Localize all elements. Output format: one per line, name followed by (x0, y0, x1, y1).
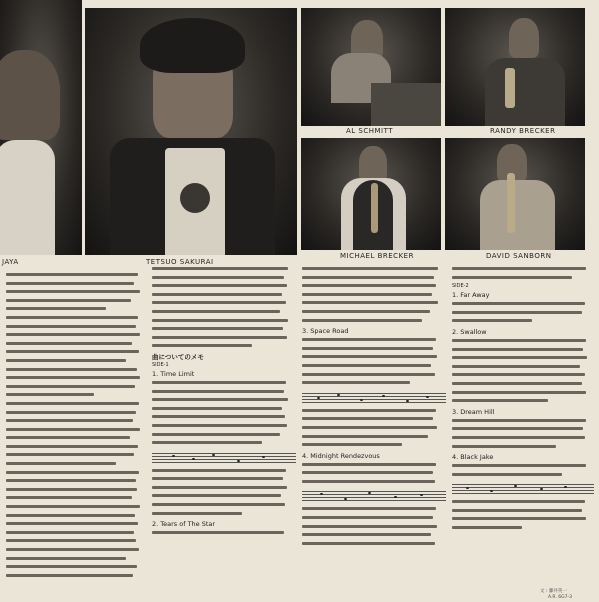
caption-randy-brecker: RANDY BRECKER (490, 127, 556, 135)
photo-randy-brecker (445, 8, 585, 126)
music-staff-4 (452, 482, 594, 496)
side2-label: SIDE-2 (452, 283, 469, 290)
caption-left-partial: JAYA (2, 258, 19, 266)
photo-left-partial (0, 0, 82, 255)
caption-david-sanborn: DAVID SANBORN (486, 252, 552, 260)
caption-al-schmitt: AL SCHMITT (346, 127, 394, 135)
text-column-2 (152, 266, 296, 539)
track-space-road: 3. Space Road (302, 327, 349, 336)
photo-tetsuo-sakurai (85, 8, 297, 255)
caption-michael-brecker: MICHAEL BRECKER (340, 252, 414, 260)
music-staff-1 (152, 451, 296, 465)
notes-heading: 曲についてのメモ (152, 352, 204, 361)
author-credit: 文 : 藤井英一 (540, 589, 567, 594)
text-column-1 (6, 272, 146, 581)
music-staff-2 (302, 391, 446, 405)
photo-david-sanborn (445, 138, 585, 250)
catalog-code: A.R. 6G7-3 (548, 595, 572, 600)
track-dream-hill: 3. Dream Hill (452, 407, 495, 416)
photo-al-schmitt (301, 8, 441, 126)
side1-label: SIDE-1 (152, 361, 169, 368)
track-time-limit: 1. Time Limit (152, 369, 195, 378)
track-tears-of-the-star: 2. Tears of The Star (152, 520, 216, 529)
photo-michael-brecker (301, 138, 441, 250)
music-staff-3 (302, 489, 446, 503)
track-midnight-rendezvous: 4. Midnight Rendezvous (302, 451, 380, 460)
track-black-jake: 4. Black Jake (452, 453, 494, 462)
text-column-3 (302, 266, 446, 549)
text-column-4 (452, 266, 594, 534)
track-far-away: 1. Far Away (452, 291, 490, 300)
track-swallow: 2. Swallow (452, 327, 487, 336)
caption-tetsuo-sakurai: TETSUO SAKURAI (146, 258, 214, 266)
